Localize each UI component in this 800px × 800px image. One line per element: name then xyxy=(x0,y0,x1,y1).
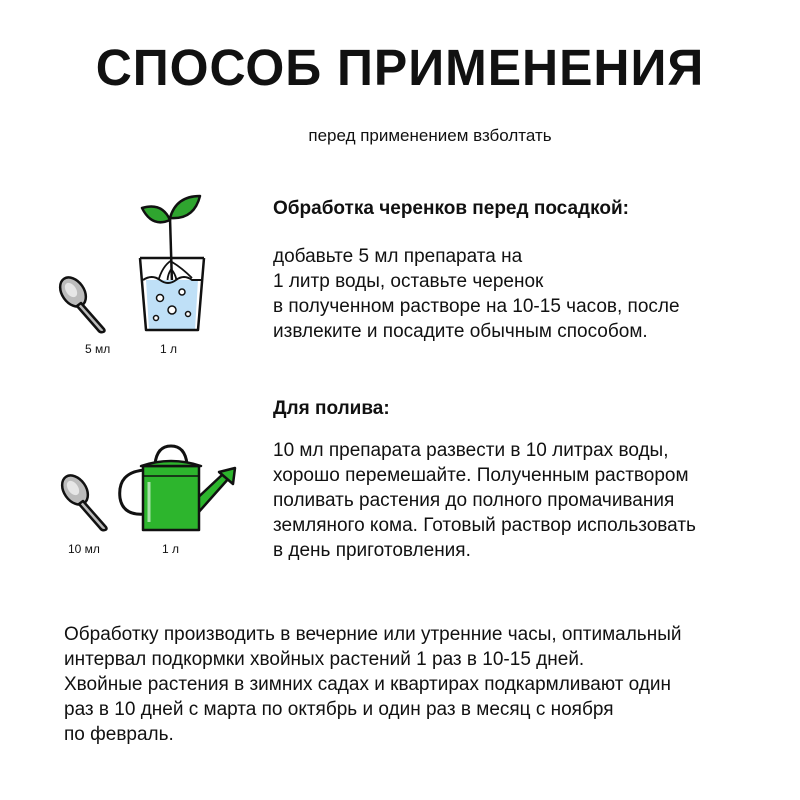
cuttings-line: добавьте 5 мл препарата на xyxy=(273,246,523,267)
cuttings-line: 1 литр воды, оставьте черенок xyxy=(273,271,544,292)
spoon-caption-10ml: 10 мл xyxy=(68,542,100,556)
cuttings-line: извлеките и посадите обычным способом. xyxy=(273,321,648,342)
spoon-icon xyxy=(55,272,115,334)
footer-line: Обработку производить в вечерние или утренние часы, оптимальный xyxy=(64,624,682,645)
feeding-schedule-note xyxy=(64,622,764,747)
footer-line: Хвойные растения в зимних садах и квартирах подкармливают один xyxy=(64,674,672,695)
page-title: СПОСОБ ПРИМЕНЕНИЯ xyxy=(95,39,705,96)
watering-line: земляного кома. Готовый раствор использовать xyxy=(273,515,696,536)
watering-line: 10 мл препарата развести в 10 литрах воды, xyxy=(273,440,669,461)
can-caption-1l: 1 л xyxy=(162,542,180,556)
footer-line: по февраль. xyxy=(64,724,174,745)
glass-caption-1l: 1 л xyxy=(160,342,178,356)
plant-cutting-in-glass-icon xyxy=(132,188,210,336)
watering-instructions xyxy=(273,438,773,563)
footer-line: интервал подкормки хвойных растений 1 раз в 10-15 дней. xyxy=(64,649,585,670)
spoon-icon xyxy=(57,470,117,532)
watering-can-icon xyxy=(115,442,237,532)
watering-heading: Для полива: xyxy=(273,398,390,419)
watering-line: в день приготовления. xyxy=(273,540,471,561)
watering-line: хорошо перемешайте. Полученным раствором xyxy=(273,465,689,486)
footer-line: раз в 10 дней с марта по октябрь и один раз в месяц с ноября xyxy=(64,699,614,720)
shake-instruction: перед применением взболтать xyxy=(308,126,552,145)
cuttings-line: в полученном растворе на 10-15 часов, после xyxy=(273,296,680,317)
spoon-caption-5ml: 5 мл xyxy=(85,342,111,356)
cuttings-instructions xyxy=(273,244,773,344)
watering-line: поливать растения до полного промачивания xyxy=(273,490,675,511)
cuttings-heading: Обработка черенков перед посадкой: xyxy=(273,198,629,219)
